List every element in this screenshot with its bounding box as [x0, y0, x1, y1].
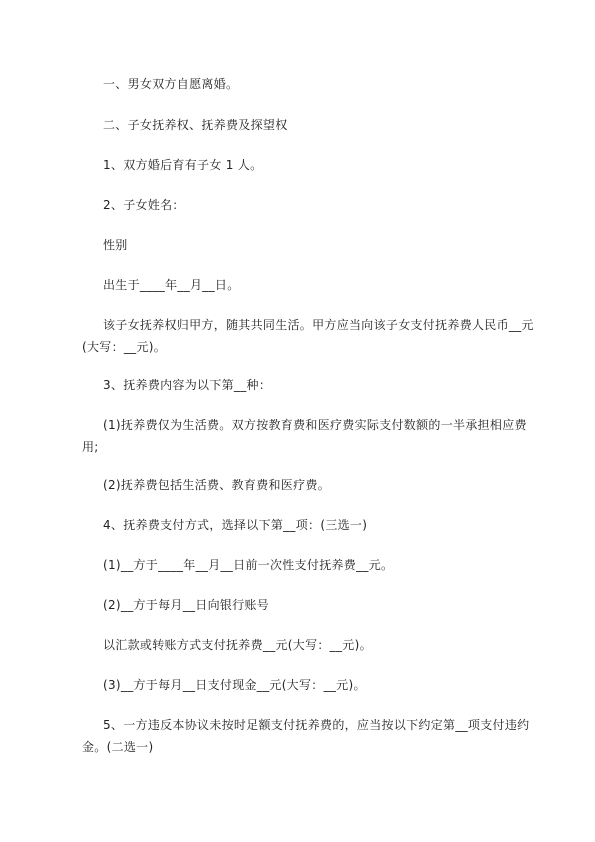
custody-paragraph-line-1: 该子女抚养权归甲方，随其共同生活。甲方应当向该子女支付抚养费人民币__元: [103, 318, 534, 332]
option-2-line: (2)抚养费包括生活费、教育费和医疗费。: [103, 478, 330, 492]
payment-option-2-line-1: (2)__方于每月__日向银行账号: [103, 598, 270, 612]
clause-1-heading: 一、男女双方自愿离婚。: [103, 77, 239, 91]
child-gender-line: 性别: [103, 238, 128, 252]
child-birthdate-line: 出生于____年__月__日。: [103, 278, 240, 292]
option-1-line-1: (1)抚养费仅为生活费。双方按教育费和医疗费实际支付数额的一半承担相应费: [103, 418, 527, 432]
option-1-line-2: 用;: [82, 440, 99, 454]
payment-option-3: (3)__方于每月__日支付现金__元(大写：__元)。: [103, 678, 366, 692]
clause-3-heading: 3、抚养费内容为以下第__种：: [103, 378, 272, 392]
payment-option-1: (1)__方于____年__月__日前一次性支付抚养费__元。: [103, 558, 394, 572]
child-name-line: 2、子女姓名：: [103, 198, 185, 212]
children-count-line: 1、双方婚后育有子女 1 人。: [103, 158, 263, 172]
payment-option-2-line-2: 以汇款或转账方式支付抚养费__元(大写：__元)。: [103, 638, 372, 652]
clause-4-heading: 4、抚养费支付方式，选择以下第__项：(三选一): [103, 518, 368, 532]
clause-5-line-2: 金。(二选一): [82, 740, 154, 754]
clause-5-line-1: 5、一方违反本协议未按时足额支付抚养费的，应当按以下约定第__项支付违约: [103, 718, 530, 732]
custody-paragraph-line-2: (大写：__元)。: [82, 340, 167, 354]
clause-2-heading: 二、子女抚养权、抚养费及探望权: [103, 118, 288, 132]
